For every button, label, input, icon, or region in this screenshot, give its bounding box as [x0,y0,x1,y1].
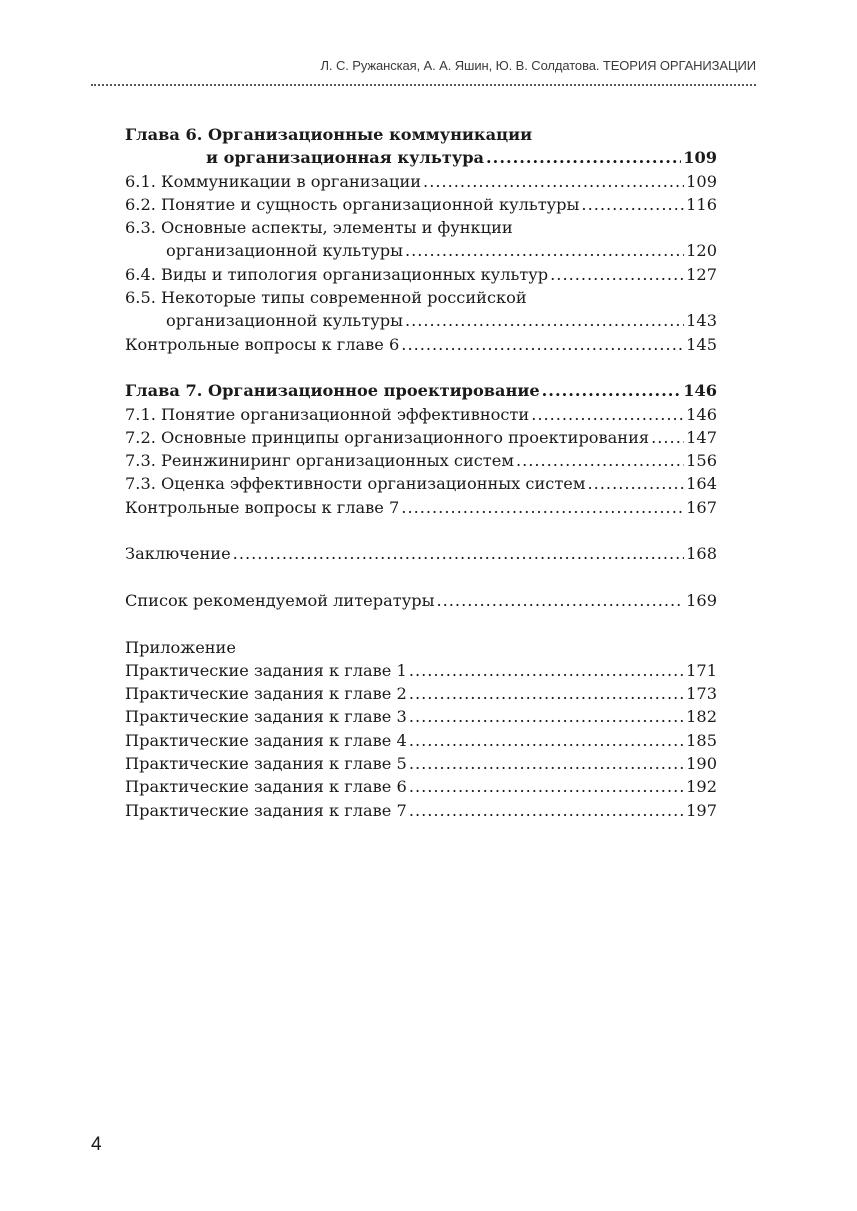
toc-entry-7-3b[interactable] [125,472,717,495]
table-of-contents [125,123,717,822]
dot-leader [651,426,684,449]
toc-entry-page: 182 [686,707,717,727]
toc-entry-6-3[interactable] [125,239,717,262]
dot-leader [581,193,684,216]
chapter-6-title-entry[interactable] [125,146,717,169]
chapter-6-page: 109 [683,148,717,168]
toc-entry-text: Контрольные вопросы к главе 6 [125,334,400,354]
dot-leader [437,589,685,612]
toc-entry-text: Практические задания к главе 7 [125,800,407,820]
toc-entry-page: 190 [686,754,717,774]
dot-leader [401,333,684,356]
toc-entry-literature[interactable] [125,589,717,612]
toc-entry-text: Заключение [125,544,231,564]
section-gap [125,519,717,542]
toc-entry-appendix-7[interactable] [125,799,717,822]
section-gap [125,356,717,379]
toc-entry-page: 146 [686,404,717,424]
toc-entry-text: 6.1. Коммуникации в организации [125,171,422,191]
toc-entry-6-5-line1[interactable]: 6.5. Некоторые типы современной российской [125,288,527,308]
toc-entry-text: Практические задания к главе 2 [125,684,407,704]
running-header: Л. С. Ружанская, А. А. Яшин, Ю. В. Солдатова. ТЕОРИЯ ОРГАНИЗАЦИИ [320,58,756,73]
header-dotted-rule [91,84,756,86]
dot-leader [409,729,684,752]
toc-entry-7-3[interactable] [125,449,717,472]
dot-leader [409,659,684,682]
toc-entry-page: 145 [686,334,717,354]
dot-leader [587,472,684,495]
toc-entry-6-2[interactable] [125,193,717,216]
toc-entry-page: 109 [686,171,717,191]
page-number: 4 [91,1134,102,1155]
section-gap [125,612,717,635]
toc-entry-6-5[interactable] [125,309,717,332]
dot-leader [516,449,684,472]
dot-leader [405,309,684,332]
toc-entry-page: 116 [686,194,717,214]
toc-entry-text: Список рекомендуемой литературы [125,590,435,610]
toc-entry-page: 164 [686,474,717,494]
toc-entry-6-4[interactable] [125,263,717,286]
toc-entry-text: 7.1. Понятие организационной эффективности [125,404,530,424]
toc-entry-page: 173 [686,684,717,704]
toc-entry-text: 7.3. Реинжиниринг организационных систем [125,451,514,471]
toc-entry-page: 192 [686,777,717,797]
dot-leader [542,379,682,402]
dot-leader [405,239,684,262]
toc-entry-text: Практические задания к главе 6 [125,777,407,797]
toc-entry-text: Контрольные вопросы к главе 7 [125,497,400,517]
toc-entry-appendix-1[interactable] [125,659,717,682]
toc-entry-appendix-3[interactable] [125,705,717,728]
toc-entry-appendix-5[interactable] [125,752,717,775]
toc-entry-text: организационной культуры [166,311,403,331]
toc-entry-text: 6.4. Виды и типология организационных культур [125,264,549,284]
toc-entry-page: 127 [686,264,717,284]
toc-entry-conclusion[interactable] [125,542,717,565]
dot-leader [409,682,684,705]
toc-entry-appendix-6[interactable] [125,775,717,798]
toc-entry-7-1[interactable] [125,403,717,426]
dot-leader [486,146,681,169]
chapter-7-page: 146 [683,381,717,401]
dot-leader [409,752,684,775]
dot-leader [409,705,684,728]
toc-entry-text: 7.2. Основные принципы организационного проектирования [125,427,650,447]
chapter-7-title-entry[interactable] [125,379,717,402]
toc-entry-text: 7.3. Оценка эффективности организационных систем [125,474,586,494]
toc-entry-page: 169 [686,590,717,610]
toc-entry-questions-6[interactable] [125,333,717,356]
dot-leader [531,403,684,426]
dot-leader [423,170,684,193]
toc-entry-questions-7[interactable] [125,496,717,519]
toc-entry-text: Практические задания к главе 4 [125,730,407,750]
dot-leader [409,775,684,798]
toc-entry-page: 171 [686,660,717,680]
dot-leader [233,542,684,565]
appendix-title: Приложение [125,637,236,657]
toc-entry-6-3-line1[interactable]: 6.3. Основные аспекты, элементы и функции [125,218,513,238]
toc-entry-text: Практические задания к главе 5 [125,754,407,774]
toc-entry-page: 143 [686,311,717,331]
dot-leader [550,263,684,286]
dot-leader [401,496,684,519]
toc-entry-page: 156 [686,451,717,471]
toc-entry-appendix-2[interactable] [125,682,717,705]
toc-entry-page: 120 [686,241,717,261]
toc-entry-text: Практические задания к главе 1 [125,660,407,680]
toc-entry-page: 147 [686,427,717,447]
chapter-6-title-line1: Глава 6. Организационные коммуникации [125,125,533,144]
toc-entry-page: 168 [686,544,717,564]
toc-entry-appendix-4[interactable] [125,729,717,752]
dot-leader [409,799,684,822]
toc-entry-6-1[interactable] [125,170,717,193]
chapter-6-title-line2: и организационная культура [206,148,485,168]
toc-entry-text: Практические задания к главе 3 [125,707,407,727]
toc-entry-page: 167 [686,497,717,517]
toc-entry-7-2[interactable] [125,426,717,449]
toc-entry-text: организационной культуры [166,241,403,261]
toc-entry-text: 6.2. Понятие и сущность организационной культуры [125,194,580,214]
toc-entry-page: 185 [686,730,717,750]
toc-entry-page: 197 [686,800,717,820]
section-gap [125,566,717,589]
chapter-7-title: Глава 7. Организационное проектирование [125,381,540,401]
